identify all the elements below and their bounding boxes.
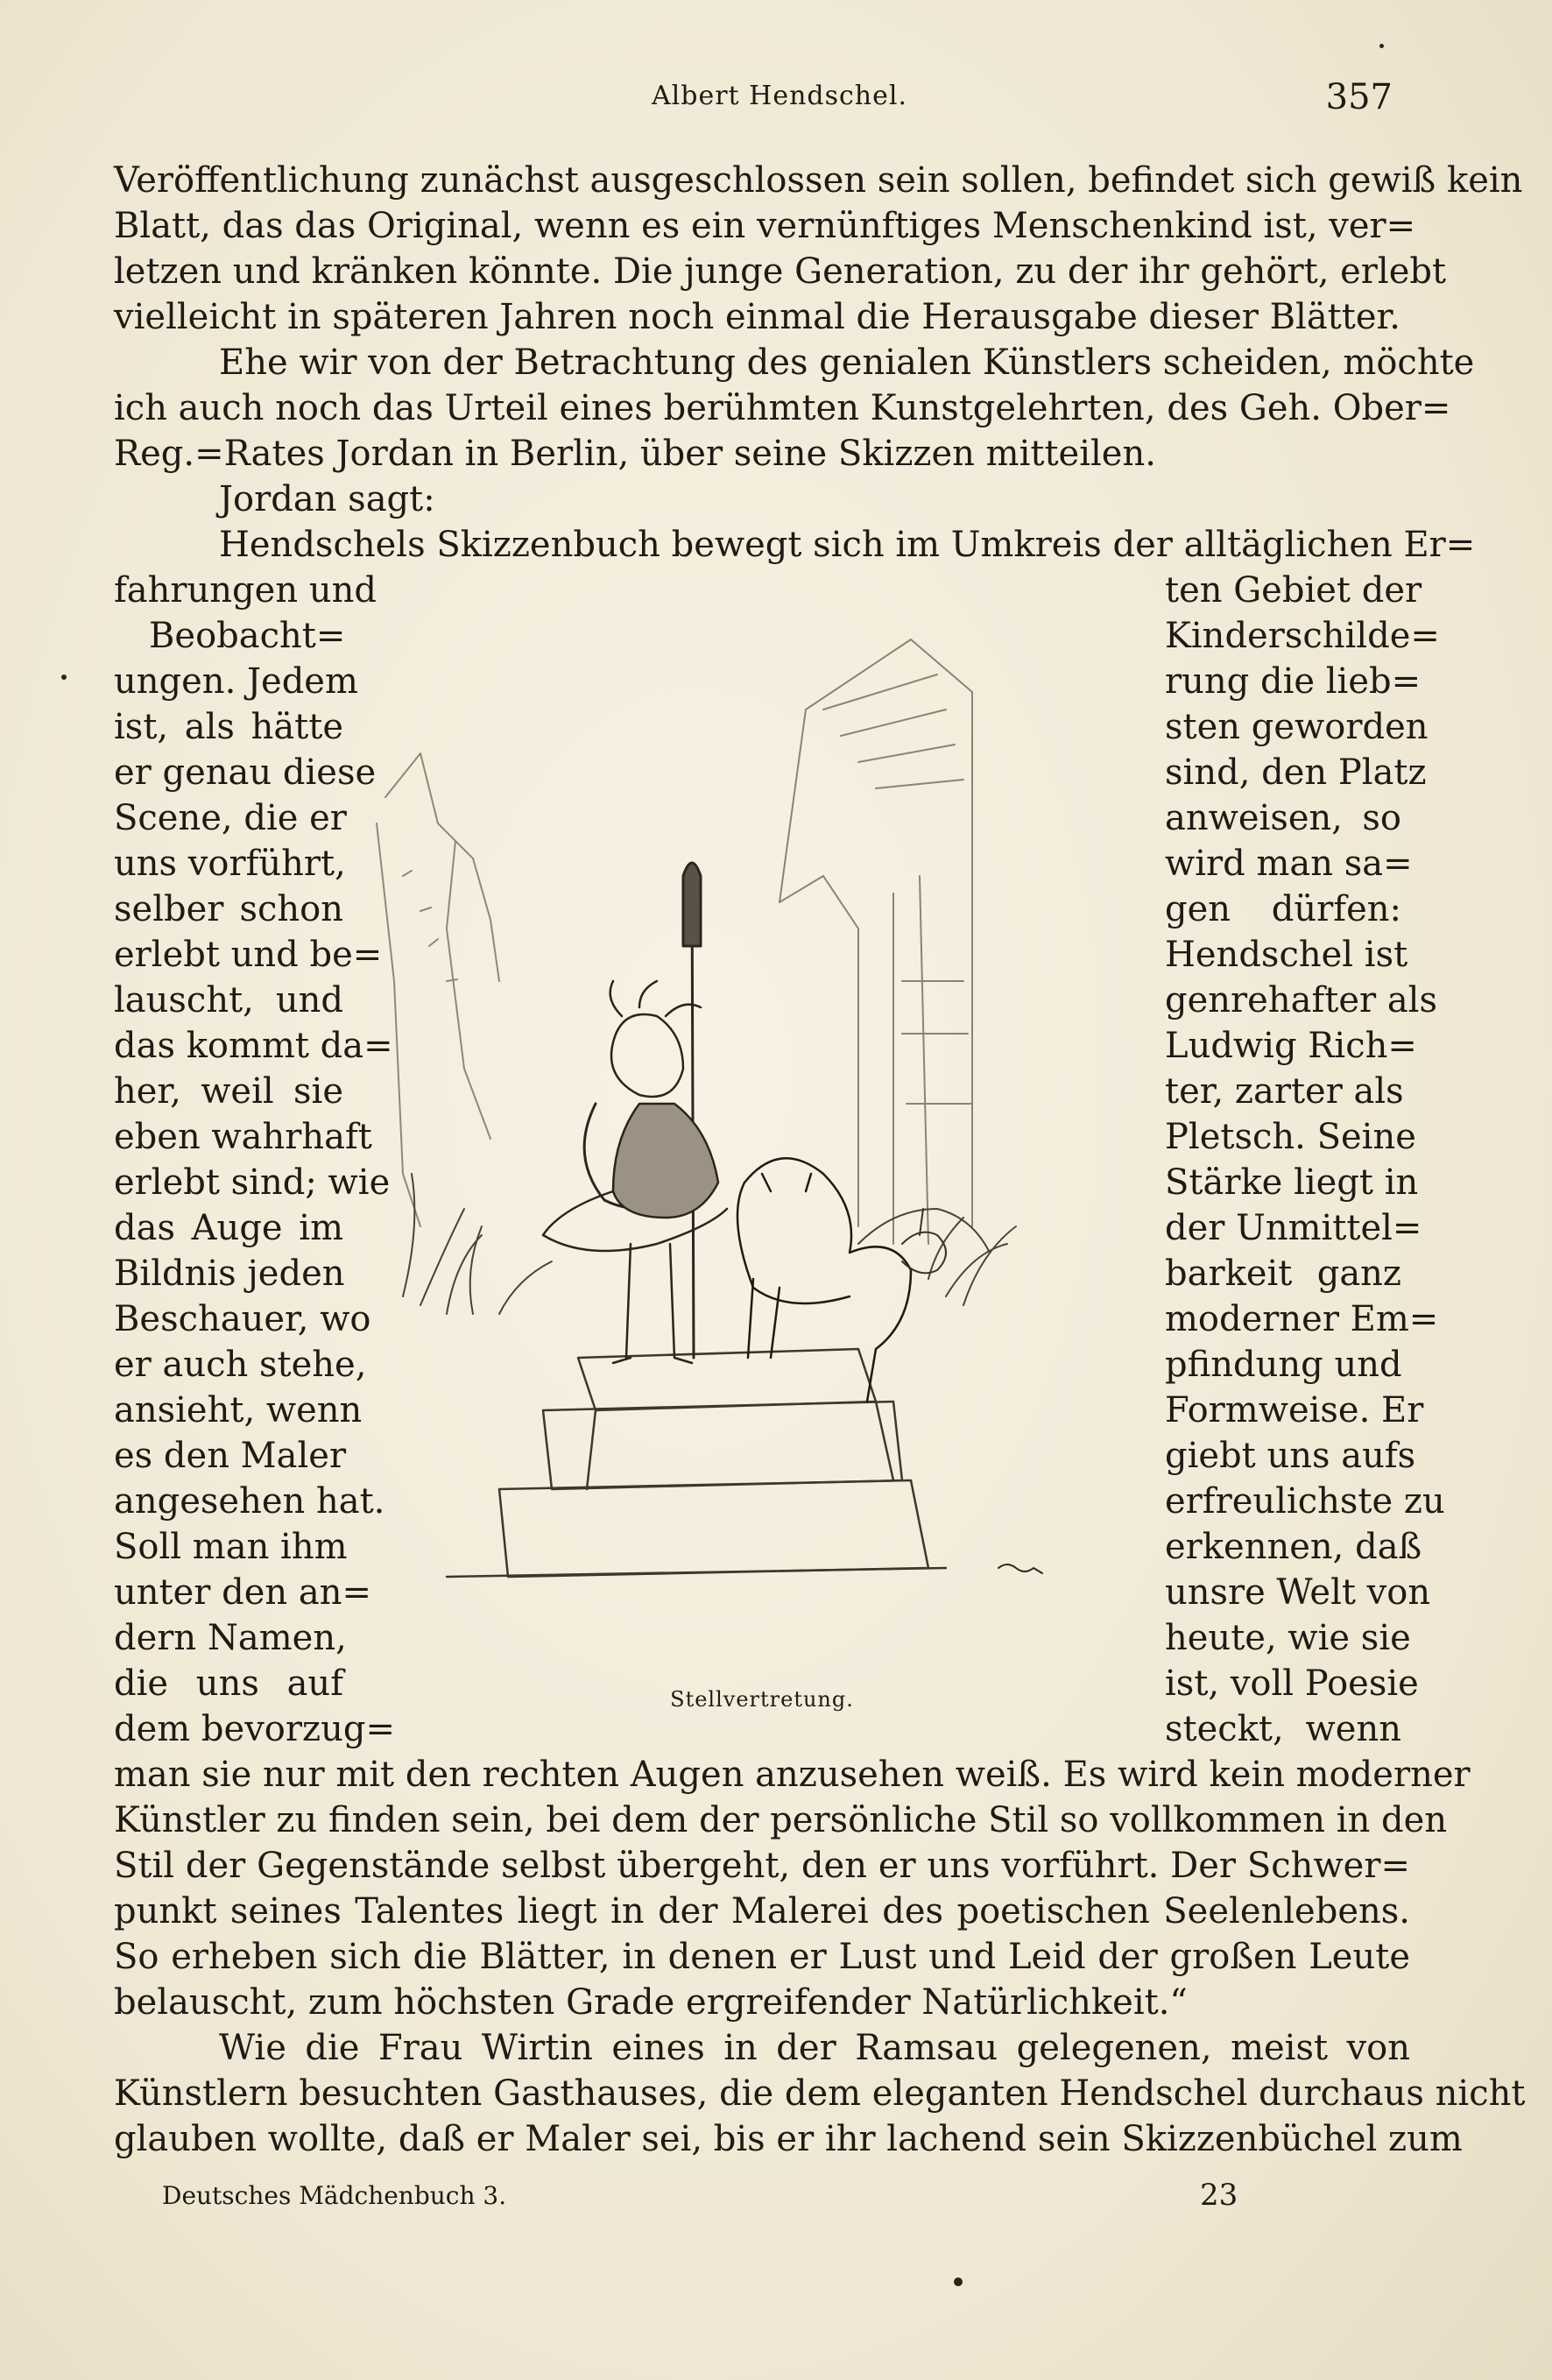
page-number: 357 xyxy=(1325,77,1393,117)
illustration-child-with-dog xyxy=(368,613,1130,1664)
left-column-line: erlebt und be= xyxy=(114,935,383,975)
left-column-line: erlebt sind; wie xyxy=(114,1162,391,1203)
illustration-caption: Stellvertretung. xyxy=(670,1687,854,1712)
left-column-line: uns vorführt, xyxy=(114,844,346,884)
text-line: letzen und kränken könnte. Die junge Generation, zu der ihr gehört, erlebt xyxy=(114,251,1447,292)
right-column-line: ten Gebiet der xyxy=(1165,570,1422,611)
text-line: Wie die Frau Wirtin eines in der Ramsau gelegenen, meist von xyxy=(219,2028,1410,2068)
right-column-line: sten geworden xyxy=(1165,707,1429,747)
left-column-line: Beschauer, wo xyxy=(114,1299,371,1339)
right-column-line: unsre Welt von xyxy=(1165,1572,1431,1613)
right-column-line: Pletsch. Seine xyxy=(1165,1117,1416,1157)
right-column-line: erfreulichste zu xyxy=(1165,1481,1445,1522)
right-column-line: giebt uns aufs xyxy=(1165,1436,1416,1476)
left-column-line: die uns auf xyxy=(114,1663,343,1704)
text-line: punkt seines Talentes liegt in der Malerei des poetischen Seelenlebens. xyxy=(114,1891,1410,1932)
text-line: Künstler zu finden sein, bei dem der persönliche Stil so vollkommen in den xyxy=(114,1800,1448,1840)
text-line: ich auch noch das Urteil eines berühmten Kunstgelehrten, des Geh. Ober= xyxy=(114,388,1451,428)
text-line: belauscht, zum höchsten Grade ergreifender Natürlichkeit.“ xyxy=(114,1982,1188,2023)
right-column-line: Stärke liegt in xyxy=(1165,1162,1419,1203)
left-column-line: Scene, die er xyxy=(114,798,347,838)
left-column-line: selber schon xyxy=(114,889,343,929)
left-column-line: fahrungen und xyxy=(114,570,377,611)
print-speck xyxy=(954,2278,963,2286)
right-column-line: erkennen, daß xyxy=(1165,1527,1422,1567)
left-column-line: ist, als hätte xyxy=(114,707,343,747)
print-speck xyxy=(61,674,67,680)
right-column-line: pfindung und xyxy=(1165,1345,1402,1385)
left-column-line: eben wahrhaft xyxy=(114,1117,372,1157)
right-column-line: Kinderschilde= xyxy=(1165,616,1440,656)
sheet-number: 23 xyxy=(1200,2178,1238,2213)
text-line: Veröffentlichung zunächst ausgeschlossen sein sollen, befindet sich gewiß kein xyxy=(114,160,1523,201)
left-column-line: lauscht, und xyxy=(114,980,343,1021)
left-column-line: dern Namen, xyxy=(114,1618,347,1658)
right-column-line: sind, den Platz xyxy=(1165,752,1427,793)
text-line: So erheben sich die Blätter, in denen er Lust und Leid der großen Leute xyxy=(114,1937,1410,1977)
left-column-line: Soll man ihm xyxy=(114,1527,348,1567)
left-column-line: unter den an= xyxy=(114,1572,371,1613)
right-column-line: gen dürfen: xyxy=(1165,889,1401,929)
text-line: Jordan sagt: xyxy=(219,479,435,519)
left-column-line: her, weil sie xyxy=(114,1071,343,1112)
right-column-line: genrehafter als xyxy=(1165,980,1437,1021)
left-column-line: er auch stehe, xyxy=(114,1345,367,1385)
text-line: Reg.=Rates Jordan in Berlin, über seine Skizzen mitteilen. xyxy=(114,434,1156,474)
right-column-line: wird man sa= xyxy=(1165,844,1413,884)
sheet-signature: Deutsches Mädchenbuch 3. xyxy=(162,2181,507,2210)
text-line: Ehe wir von der Betrachtung des genialen Künstlers scheiden, möchte xyxy=(219,343,1475,383)
right-column-line: der Unmittel= xyxy=(1165,1208,1422,1248)
left-column-line: angesehen hat. xyxy=(114,1481,385,1522)
left-column-line: Beobacht= xyxy=(149,616,346,656)
print-speck xyxy=(1379,44,1384,48)
right-column-line: ter, zarter als xyxy=(1165,1071,1404,1112)
right-column-line: heute, wie sie xyxy=(1165,1618,1411,1658)
left-column-line: es den Maler xyxy=(114,1436,347,1476)
left-column-line: Bildnis jeden xyxy=(114,1254,345,1294)
text-line: Künstlern besuchten Gasthauses, die dem eleganten Hendschel durchaus nicht xyxy=(114,2073,1526,2114)
left-column-line: ansieht, wenn xyxy=(114,1390,363,1430)
right-column-line: barkeit ganz xyxy=(1165,1254,1401,1294)
left-column-line: dem bevorzug= xyxy=(114,1709,395,1749)
right-column-line: Formweise. Er xyxy=(1165,1390,1424,1430)
left-column-line: das Auge im xyxy=(114,1208,343,1248)
right-column-line: ist, voll Poesie xyxy=(1165,1663,1419,1704)
right-column-line: moderner Em= xyxy=(1165,1299,1439,1339)
left-column-line: er genau diese xyxy=(114,752,377,793)
running-title: Albert Hendschel. xyxy=(652,81,907,111)
text-line: man sie nur mit den rechten Augen anzusehen weiß. Es wird kein moderner xyxy=(114,1755,1471,1795)
text-line: Stil der Gegenstände selbst übergeht, den er uns vorführt. Der Schwer= xyxy=(114,1846,1410,1886)
right-column-line: anweisen, so xyxy=(1165,798,1401,838)
text-line: vielleicht in späteren Jahren noch einmal die Herausgabe dieser Blätter. xyxy=(114,297,1400,337)
right-column-line: Ludwig Rich= xyxy=(1165,1026,1417,1066)
right-column-line: steckt, wenn xyxy=(1165,1709,1401,1749)
left-column-line: ungen. Jedem xyxy=(114,661,358,702)
text-line: Hendschels Skizzenbuch bewegt sich im Umkreis der alltäglichen Er= xyxy=(219,525,1476,565)
right-column-line: Hendschel ist xyxy=(1165,935,1408,975)
text-line: glauben wollte, daß er Maler sei, bis er ihr lachend sein Skizzenbüchel zum xyxy=(114,2119,1463,2159)
text-line: Blatt, das das Original, wenn es ein vernünftiges Menschenkind ist, ver= xyxy=(114,206,1416,246)
left-column-line: das kommt da= xyxy=(114,1026,393,1066)
right-column-line: rung die lieb= xyxy=(1165,661,1421,702)
